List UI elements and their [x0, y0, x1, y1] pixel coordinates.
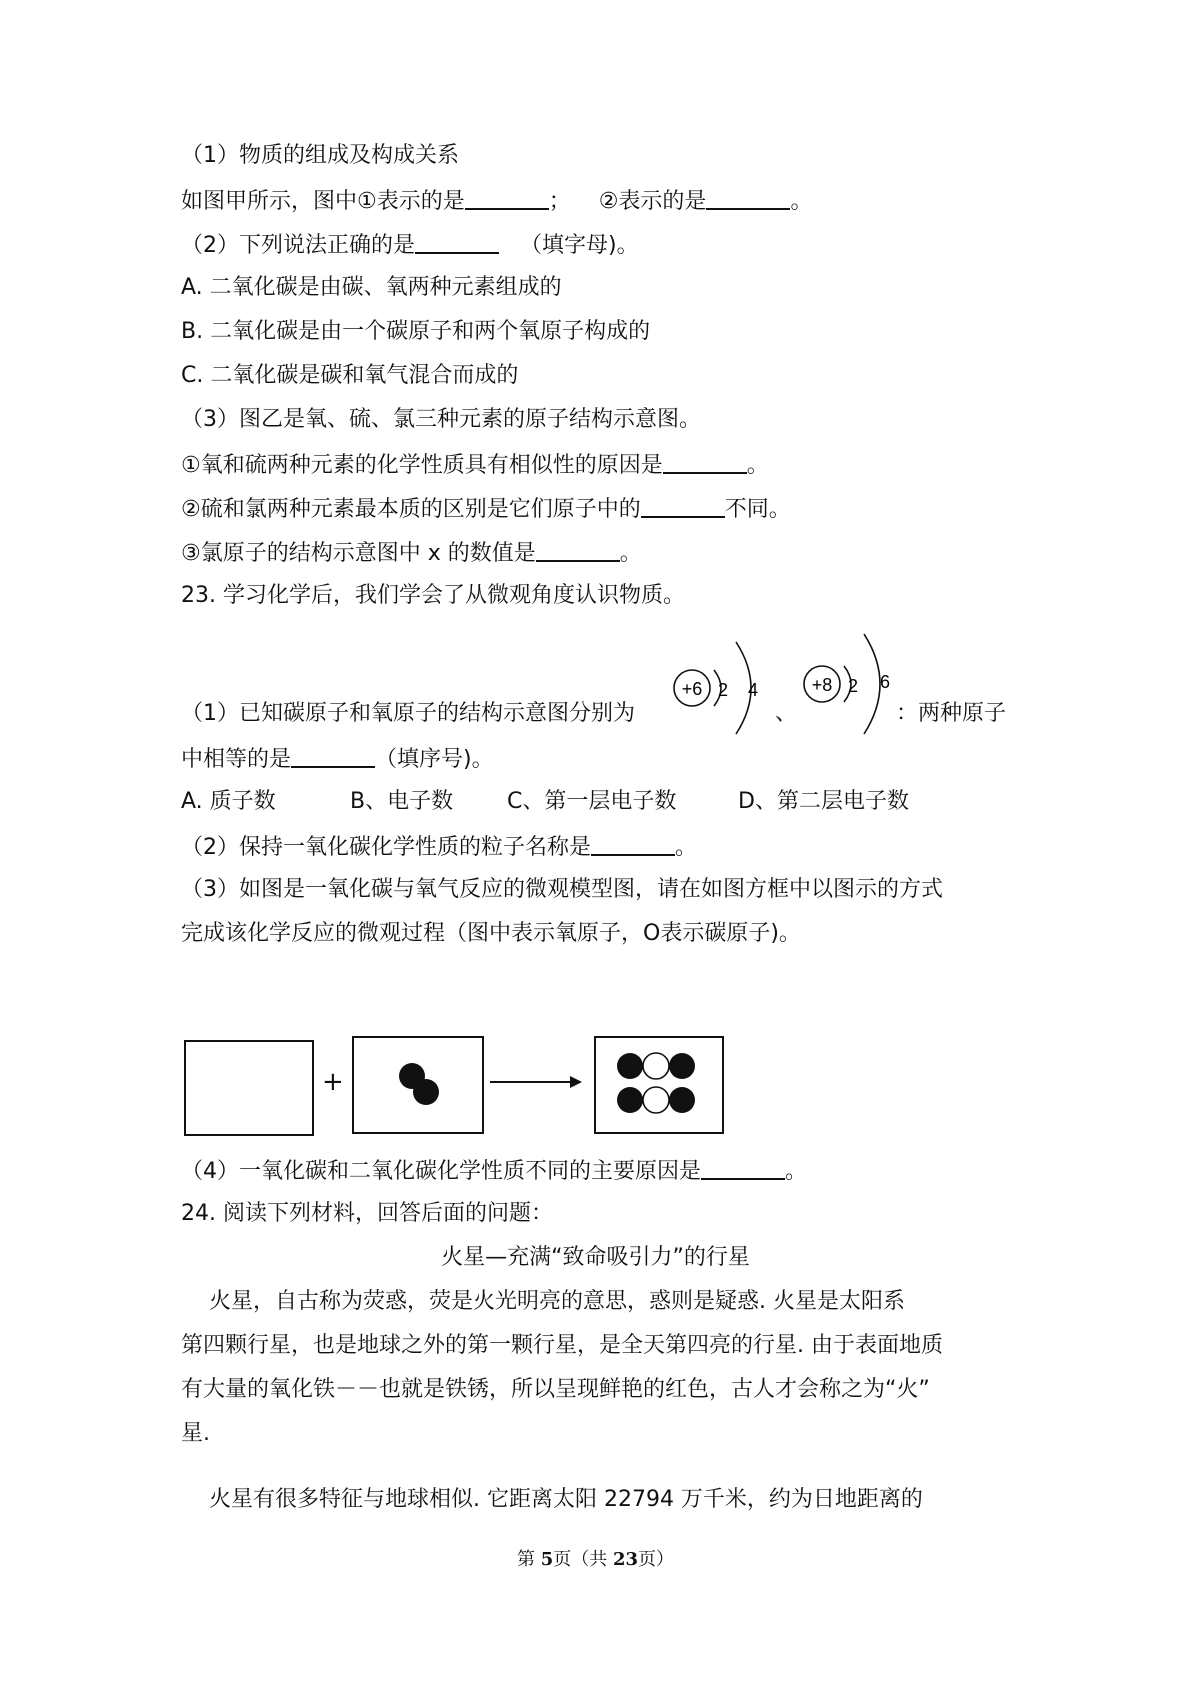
article-title: 火星—充满“致命吸引力”的行星 [441, 1245, 750, 1270]
q24-title: 24. 阅读下列材料，回答后面的问题： [181, 1201, 553, 1226]
q22-option-b: B. 二氧化碳是由一个碳原子和两个氧原子构成的 [181, 319, 651, 344]
text: ②硫和氯两种元素最本质的区别是它们原子中的 [181, 497, 641, 522]
text: 。 [675, 835, 698, 860]
carbon-atom-diagram [670, 630, 780, 760]
text: 中相等的是 [181, 747, 292, 772]
answer-blank[interactable] [536, 538, 620, 562]
text: 不同。 [724, 497, 791, 522]
q22-part1-title: （1）物质的组成及构成关系 [181, 143, 459, 168]
q22-part2 [181, 230, 639, 260]
article-para1-line3: 有大量的氧化铁－－也就是铁锈，所以呈现鲜艳的红色，古人才会称之为“火” [181, 1377, 930, 1402]
q22-part3: （3）图乙是氧、硫、氯三种元素的原子结构示意图。 [181, 407, 701, 432]
text: 第 [516, 1549, 541, 1570]
text: 。 [619, 541, 642, 566]
carbon-dioxide-box [594, 1036, 724, 1134]
answer-blank[interactable] [591, 832, 675, 856]
reaction-arrow [488, 1072, 584, 1092]
article-para2-line1: 火星有很多特征与地球相似. 它距离太阳 22794 万千米，约为日地距离的 [181, 1487, 923, 1512]
text: （2）下列说法正确的是 [181, 233, 415, 258]
article-para1-line2: 第四颗行星，也是地球之外的第一颗行星，是全天第四亮的行星. 由于表面地质 [181, 1333, 943, 1358]
carbon-dioxide-molecules [596, 1038, 722, 1132]
text: 页） [638, 1549, 675, 1570]
q23-option-d: D、第二层电子数 [738, 789, 909, 814]
text: （填序号)。 [375, 747, 494, 772]
carbon-atom [643, 1053, 669, 1079]
q23-part3-b: 完成该化学反应的微观过程（图中表示氧原子，O表示碳原子)。 [181, 921, 801, 946]
text: （2）保持一氧化碳化学性质的粒子名称是 [181, 835, 591, 860]
oxygen-molecule [354, 1038, 482, 1132]
answer-blank[interactable] [465, 186, 549, 210]
q23-part2 [181, 832, 697, 862]
q23-part3-a: （3）如图是一氧化碳与氧气反应的微观模型图，请在如图方框中以图示的方式 [181, 877, 943, 902]
nucleus-charge: +6 [681, 679, 703, 699]
shell2-electrons: 6 [880, 672, 891, 692]
q23-part1-a: （1）已知碳原子和氧原子的结构示意图分别为 [181, 701, 635, 726]
shell1-electrons: 2 [848, 676, 859, 696]
text: （填字母)。 [499, 233, 639, 258]
q22-option-a: A. 二氧化碳是由碳、氧两种元素组成的 [181, 275, 562, 300]
page-footer [0, 1545, 1191, 1571]
empty-answer-box[interactable] [184, 1040, 314, 1136]
q22-part3-2 [181, 494, 791, 524]
answer-blank[interactable] [641, 494, 725, 518]
plus-sign: + [322, 1067, 344, 1097]
nucleus-charge: +8 [811, 675, 833, 695]
oxygen-atom-diagram [800, 626, 910, 756]
total-pages: 23 [612, 1549, 639, 1570]
q23-title: 23. 学习化学后，我们学会了从微观角度认识物质。 [181, 583, 685, 608]
q23-part1-sep: 、 [775, 701, 798, 726]
q23-part1-b: ：两种原子 [896, 701, 1007, 726]
q22-option-c: C. 二氧化碳是碳和氧气混合而成的 [181, 363, 519, 388]
shell1-electrons: 2 [718, 680, 729, 700]
q22-part1-line [181, 186, 812, 216]
answer-blank[interactable] [706, 186, 790, 210]
text: 页（共 [553, 1549, 613, 1570]
text: ③氯原子的结构示意图中 x 的数值是 [181, 541, 536, 566]
shell-arc [864, 634, 880, 734]
oxygen-atom [669, 1053, 695, 1079]
text: 如图甲所示，图中①表示的是 [181, 189, 465, 214]
answer-blank[interactable] [663, 450, 747, 474]
text: 。 [785, 1159, 808, 1184]
text: 。 [790, 189, 813, 214]
oxygen-atom [617, 1053, 643, 1079]
article-para1-line4: 星. [181, 1421, 210, 1446]
q22-part3-3 [181, 538, 642, 568]
answer-blank[interactable] [701, 1156, 785, 1180]
q22-part3-1 [181, 450, 769, 480]
text: （4）一氧化碳和二氧化碳化学性质不同的主要原因是 [181, 1159, 701, 1184]
page-number: 5 [540, 1549, 554, 1570]
answer-blank[interactable] [415, 230, 499, 254]
oxygen-atom [413, 1079, 439, 1105]
text: ； ②表示的是 [548, 189, 707, 214]
shell2-electrons: 4 [748, 680, 759, 700]
text: 。 [746, 453, 769, 478]
q23-option-b: B、电子数 [350, 789, 454, 814]
carbon-atom [643, 1087, 669, 1113]
oxygen-atom [617, 1087, 643, 1113]
q23-option-a: A. 质子数 [181, 789, 276, 814]
answer-blank[interactable] [291, 744, 375, 768]
article-para1-line1: 火星，自古称为荧惑，荧是火光明亮的意思，惑则是疑惑. 火星是太阳系 [181, 1289, 905, 1314]
q23-part1-c [181, 744, 494, 774]
oxygen-atom [669, 1087, 695, 1113]
oxygen-molecule-box [352, 1036, 484, 1134]
text: ①氧和硫两种元素的化学性质具有相似性的原因是 [181, 453, 663, 478]
q23-part4 [181, 1156, 807, 1186]
q23-option-c: C、第一层电子数 [507, 789, 677, 814]
